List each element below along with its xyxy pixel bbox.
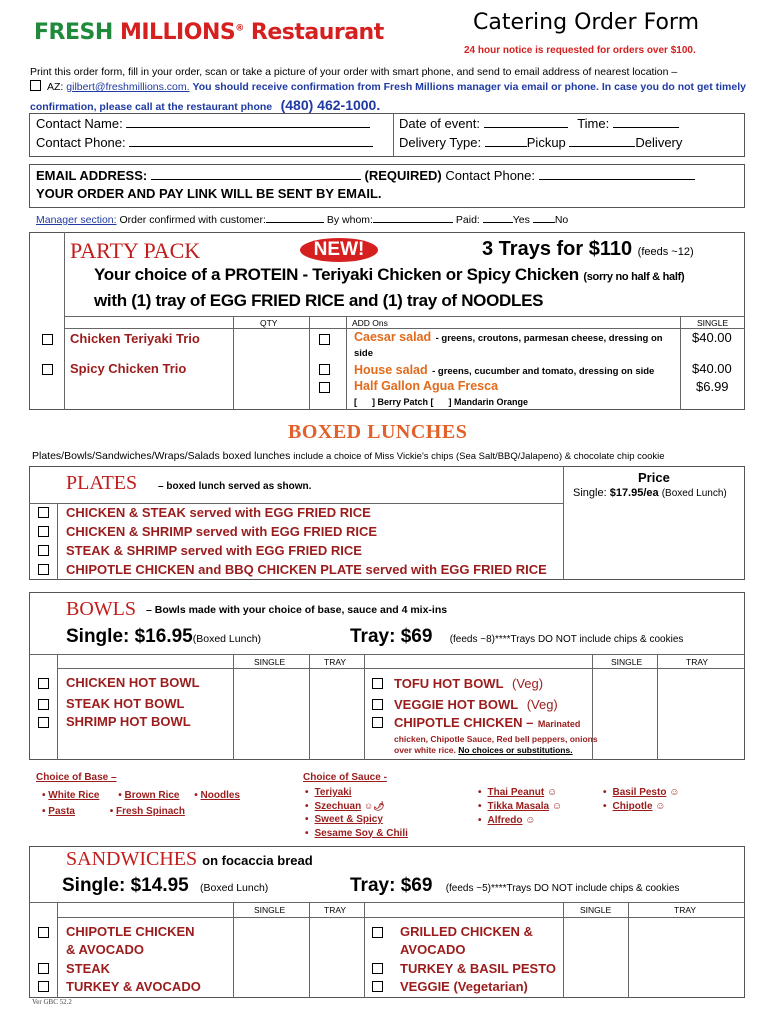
- plate-item-3: STEAK & SHRIMP served with EGG FRIED RICE: [66, 543, 362, 558]
- manager-section-label: Manager section:: [36, 214, 117, 226]
- sandwich-steak: STEAK: [66, 961, 111, 976]
- sandwiches-col-tray-right: TRAY: [674, 905, 697, 915]
- checkbox-chicken-teriyaki-trio[interactable]: [42, 334, 53, 345]
- bowls-tray-note-wrap: [450, 634, 684, 645]
- contact-name-row: [36, 116, 370, 131]
- email-contact-phone-label: Contact Phone:: [445, 168, 536, 183]
- manager-paid-label: Paid:: [455, 214, 480, 226]
- notice-text: 24 hour notice is requested for orders over $100.: [464, 45, 696, 56]
- boxed-desc-suffix: include a choice of Miss Vickie's chips (Sea Salt/BBQ/Jalapeno) & chocolate chip cookie: [293, 451, 665, 462]
- bowl-item-veggie: [394, 696, 558, 714]
- sandwich-grilled-line1: GRILLED CHICKEN &: [400, 924, 533, 939]
- party-pack-title: PARTY PACK: [70, 238, 201, 263]
- manager-by-whom-label: By whom:: [326, 214, 373, 226]
- sauce-title: Choice of Sauce -: [303, 772, 387, 783]
- email-label: EMAIL ADDRESS:: [36, 168, 148, 183]
- bowl-tofu-name: TOFU HOT BOWL: [394, 676, 504, 691]
- contact-name-label: Contact Name:: [36, 116, 123, 131]
- checkbox-turkey-avocado[interactable]: [38, 981, 49, 992]
- agua-flavors: [ ] Berry Patch [ ] Mandarin Orange: [354, 397, 529, 407]
- party-pack-desc1-text: Your choice of a PROTEIN - Teriyaki Chicken or Spicy Chicken: [94, 265, 579, 284]
- bowl-item-chipotle: [394, 714, 580, 732]
- instructions-line1: Print this order form, fill in your order, scan or take a picture of your order with smart phone, and send to email address of nearest location –: [30, 66, 678, 78]
- sandwiches-title: SANDWICHES: [66, 848, 198, 870]
- date-row: [399, 116, 679, 131]
- base-options-row1: • White Rice • Brown Rice • Noodles: [42, 790, 240, 801]
- sandwiches-col-tray-left: TRAY: [324, 905, 347, 915]
- checkbox-veggie-sandwich[interactable]: [372, 981, 383, 992]
- email-link[interactable]: gilbert@freshmillions.com.: [66, 81, 190, 93]
- boxed-desc-prefix: Plates/Bowls/Sandwiches/Wraps/Salads boxed lunches: [32, 450, 291, 462]
- date-label: Date of event:: [399, 116, 480, 131]
- party-pack-desc2: with (1) tray of EGG FRIED RICE and (1) tray of NOODLES: [94, 291, 544, 310]
- sauce-chipotle: Chipotle: [612, 801, 653, 812]
- manager-no-label: No: [554, 214, 569, 226]
- manager-confirmed-label: Order confirmed with customer:: [119, 214, 266, 226]
- email-field[interactable]: [151, 168, 361, 180]
- date-field[interactable]: [484, 116, 568, 128]
- sandwich-veggie: VEGGIE (Vegetarian): [400, 979, 528, 994]
- party-pack-price: 3 Trays for $110: [482, 238, 633, 260]
- boxed-lunches-title: BOXED LUNCHES: [288, 421, 468, 443]
- party-pack-desc1: [94, 265, 684, 285]
- checkbox-spicy-chicken-trio[interactable]: [42, 364, 53, 375]
- base-noodles: Noodles: [200, 790, 240, 801]
- sandwiches-tray-row: [350, 875, 679, 897]
- bowl-veggie-note: (Veg): [526, 697, 558, 712]
- email-row: [36, 168, 695, 183]
- addon-caesar: [354, 330, 674, 360]
- plates-price-row: [573, 487, 727, 499]
- smiley-icon: ☺: [525, 815, 536, 826]
- addon-house-name: House salad: [354, 363, 428, 377]
- sandwich-grilled-line2: AVOCADO: [400, 942, 466, 957]
- contact-phone-row: [36, 135, 373, 150]
- checkbox-turkey-basil-pesto[interactable]: [372, 963, 383, 974]
- addon-agua-fresca: Half Gallon Agua Fresca: [354, 379, 499, 393]
- chipotle-desc2: over white rice.: [394, 745, 456, 755]
- delivery-option-label: Delivery: [635, 135, 683, 150]
- plates-price-label: Price: [638, 470, 670, 485]
- bowls-tray-note: (feeds ~8)****Trays DO NOT include chips & cookies: [449, 634, 684, 645]
- restaurant-phone: (480) 462-1000.: [280, 97, 381, 113]
- chipotle-desc1: chicken, Chipotle Sauce, Red bell peppers, onions: [394, 734, 598, 744]
- sandwiches-col-single-right: SINGLE: [580, 905, 612, 915]
- version-footer: Ver GBC 52.2: [32, 998, 72, 1006]
- chipotle-desc3: No choices or substitutions.: [458, 745, 573, 755]
- manager-yes-field[interactable]: [483, 213, 513, 223]
- base-brown-rice: Brown Rice: [124, 790, 180, 801]
- base-title: Choice of Base –: [36, 772, 117, 783]
- logo-reg: ®: [235, 23, 244, 34]
- smiley-icon: ☺: [669, 787, 680, 798]
- sandwiches-col-single-left: SINGLE: [254, 905, 286, 915]
- sandwich-turkey-avocado: TURKEY & AVOCADO: [66, 979, 201, 994]
- party-pack-desc1-note: (sorry no half & half): [583, 271, 685, 283]
- bowl-tofu-note: (Veg): [511, 676, 544, 691]
- checkbox-chipotle-chicken-avocado[interactable]: [38, 927, 49, 938]
- sandwiches-single-row: [62, 875, 268, 897]
- time-field[interactable]: [613, 116, 679, 128]
- checkbox-agua-fresca[interactable]: [319, 382, 330, 393]
- email-contact-phone-field[interactable]: [539, 168, 695, 180]
- addon-house: [354, 361, 654, 379]
- confirmation-note: You should receive confirmation from Fresh Millions manager via email or phone. In case you do not get timely: [192, 81, 746, 93]
- base-white-rice: White Rice: [48, 790, 100, 801]
- contact-name-field[interactable]: [126, 116, 370, 128]
- restaurant-logo: [34, 20, 384, 45]
- bowl-chipotle-note: Marinated: [537, 719, 581, 729]
- new-badge: NEW!: [300, 238, 378, 262]
- checkbox-shrimp-hot-bowl[interactable]: [38, 717, 49, 728]
- call-note: confirmation, please call at the restaurant phone: [30, 101, 273, 113]
- addon-house-desc: - greens, cucumber and tomato, dressing on side: [432, 366, 655, 377]
- plate-item-2: CHICKEN & SHRIMP served with EGG FRIED RICE: [66, 524, 378, 539]
- sandwiches-single-note: (Boxed Lunch): [200, 882, 269, 894]
- pay-link-note: YOUR ORDER AND PAY LINK WILL BE SENT BY EMAIL.: [36, 186, 382, 201]
- checkbox-plate-steak-shrimp[interactable]: [38, 545, 49, 556]
- bowls-single-note: (Boxed Lunch): [192, 633, 262, 645]
- sandwich-turkey-pesto: TURKEY & BASIL PESTO: [400, 961, 557, 976]
- required-label: (REQUIRED): [364, 168, 442, 183]
- plate-item-1: CHICKEN & STEAK served with EGG FRIED RICE: [66, 505, 371, 520]
- sandwiches-title-row: [66, 848, 313, 871]
- contact-phone-field[interactable]: [129, 135, 373, 147]
- checkbox-steak-hot-bowl[interactable]: [38, 699, 49, 710]
- logo-millions: MILLIONS: [119, 20, 236, 45]
- manager-yes-label: Yes: [512, 214, 530, 226]
- logo-restaurant: Restaurant: [250, 20, 384, 45]
- smiley-icon: ☺: [551, 801, 563, 812]
- bowls-col-tray-left: TRAY: [324, 657, 347, 667]
- spicy-icon: ☺🌶: [363, 800, 385, 811]
- plates-boxed-note: (Boxed Lunch): [661, 488, 727, 499]
- plates-subtitle: – boxed lunch served as shown.: [158, 481, 312, 492]
- sandwich-chipotle-line2: & AVOCADO: [66, 942, 144, 957]
- bowl-chipotle-name: CHIPOTLE CHICKEN –: [394, 715, 534, 730]
- sauce-alfredo: Alfredo: [487, 815, 523, 826]
- base-fresh-spinach: Fresh Spinach: [116, 806, 185, 817]
- bowls-col-single-left: SINGLE: [254, 657, 286, 667]
- checkbox-caesar-salad[interactable]: [319, 334, 330, 345]
- checkbox-steak-sandwich[interactable]: [38, 963, 49, 974]
- sauce-sesame-soy: Sesame Soy & Chili: [314, 827, 408, 839]
- bowls-col-tray-right: TRAY: [686, 657, 709, 667]
- sauce-sweet-spicy: Sweet & Spicy: [314, 814, 383, 825]
- time-label: Time:: [577, 116, 610, 131]
- addon-caesar-price: $40.00: [692, 330, 732, 345]
- addon-caesar-name: Caesar salad: [354, 330, 432, 344]
- addon-caesar-desc: - greens, croutons, parmesan cheese, dressing on side: [354, 333, 663, 359]
- plate-item-4: CHIPOTLE CHICKEN and BBQ CHICKEN PLATE served with EGG FRIED RICE: [66, 562, 547, 577]
- checkbox-plate-chicken-steak[interactable]: [38, 507, 49, 518]
- bowls-tray-row: [350, 626, 683, 648]
- bowls-title: BOWLS: [66, 598, 136, 620]
- party-pack-price-row: [482, 238, 694, 261]
- boxed-desc: [32, 450, 665, 462]
- az-label: AZ:: [47, 81, 64, 93]
- bowl-item-chicken: CHICKEN HOT BOWL: [66, 675, 200, 690]
- checkbox-grilled-chicken-avocado[interactable]: [372, 927, 383, 938]
- contact-phone-label: Contact Phone:: [36, 135, 126, 150]
- party-qty-header: QTY: [260, 318, 278, 328]
- base-pasta: Pasta: [48, 806, 75, 817]
- checkbox-az[interactable]: [30, 80, 41, 91]
- sauce-teriyaki: Teriyaki: [314, 787, 352, 798]
- base-options-row2: • Pasta • Fresh Spinach: [42, 806, 185, 817]
- bowls-single-row: [66, 626, 261, 648]
- sauce-tikka-masala: Tikka Masala: [487, 801, 550, 812]
- bowls-tray-price: Tray: $69: [350, 626, 433, 647]
- sauce-thai-peanut: Thai Peanut: [487, 787, 545, 798]
- checkbox-veggie-hot-bowl[interactable]: [372, 699, 383, 710]
- sauce-szechuan: Szechuan: [314, 800, 362, 812]
- sandwiches-single-price: Single: $14.95: [62, 875, 189, 896]
- plates-single-price: $17.95/ea: [609, 487, 659, 499]
- logo-fresh: FRESH: [34, 20, 113, 45]
- sauce-col2: [478, 786, 562, 828]
- chipotle-desc2-row: [394, 745, 573, 755]
- sauce-basil-pesto: Basil Pesto: [612, 787, 667, 798]
- bowl-item-steak: STEAK HOT BOWL: [66, 696, 185, 711]
- checkbox-chipotle-chicken-bowl[interactable]: [372, 717, 383, 728]
- party-addons-header: ADD Ons: [352, 318, 388, 328]
- sandwiches-tray-price: Tray: $69: [350, 875, 433, 896]
- sandwiches-tray-note: (feeds ~5)****Trays DO NOT include chips & cookies: [445, 883, 680, 894]
- checkbox-house-salad[interactable]: [319, 364, 330, 375]
- bowls-subtitle: – Bowls made with your choice of base, sauce and 4 mix-ins: [146, 604, 448, 616]
- sauce-col3: [603, 786, 679, 814]
- delivery-field[interactable]: [569, 135, 635, 147]
- addon-agua-price: $6.99: [696, 379, 729, 394]
- plates-single-label: Single:: [573, 487, 607, 499]
- checkbox-tofu-hot-bowl[interactable]: [372, 678, 383, 689]
- smiley-icon: ☺: [546, 787, 558, 798]
- sandwich-chipotle-line1: CHIPOTLE CHICKEN: [66, 924, 195, 939]
- sandwiches-subtitle: on focaccia bread: [202, 853, 313, 868]
- party-single-header: SINGLE: [697, 318, 729, 328]
- pickup-label: Pickup: [526, 135, 566, 150]
- party-item-teriyaki: Chicken Teriyaki Trio: [70, 331, 200, 346]
- manager-confirmed-field[interactable]: [266, 213, 324, 223]
- instructions-line2: [30, 80, 770, 93]
- party-item-spicy: Spicy Chicken Trio: [70, 361, 187, 376]
- delivery-label: Delivery Type:: [399, 135, 482, 150]
- bowl-item-shrimp: SHRIMP HOT BOWL: [66, 714, 191, 729]
- bowls-col-single-right: SINGLE: [611, 657, 643, 667]
- checkbox-plate-chicken-shrimp[interactable]: [38, 526, 49, 537]
- bowl-item-tofu: [394, 675, 543, 693]
- manager-by-whom-field[interactable]: [373, 213, 453, 223]
- smiley-icon: ☺: [655, 801, 666, 812]
- plates-title: PLATES: [66, 472, 138, 494]
- addon-house-price: $40.00: [692, 361, 732, 376]
- delivery-row: [399, 135, 682, 150]
- pickup-field[interactable]: [485, 135, 527, 147]
- manager-row: [36, 213, 568, 226]
- bowls-single-price: Single: $16.95: [66, 626, 193, 647]
- checkbox-plate-chipotle-bbq[interactable]: [38, 564, 49, 575]
- sauce-col1: [305, 786, 408, 840]
- manager-no-field[interactable]: [533, 213, 555, 223]
- bowl-veggie-name: VEGGIE HOT BOWL: [394, 697, 519, 712]
- form-title: Catering Order Form: [473, 10, 699, 35]
- checkbox-chicken-hot-bowl[interactable]: [38, 678, 49, 689]
- party-pack-feeds: (feeds ~12): [637, 246, 694, 258]
